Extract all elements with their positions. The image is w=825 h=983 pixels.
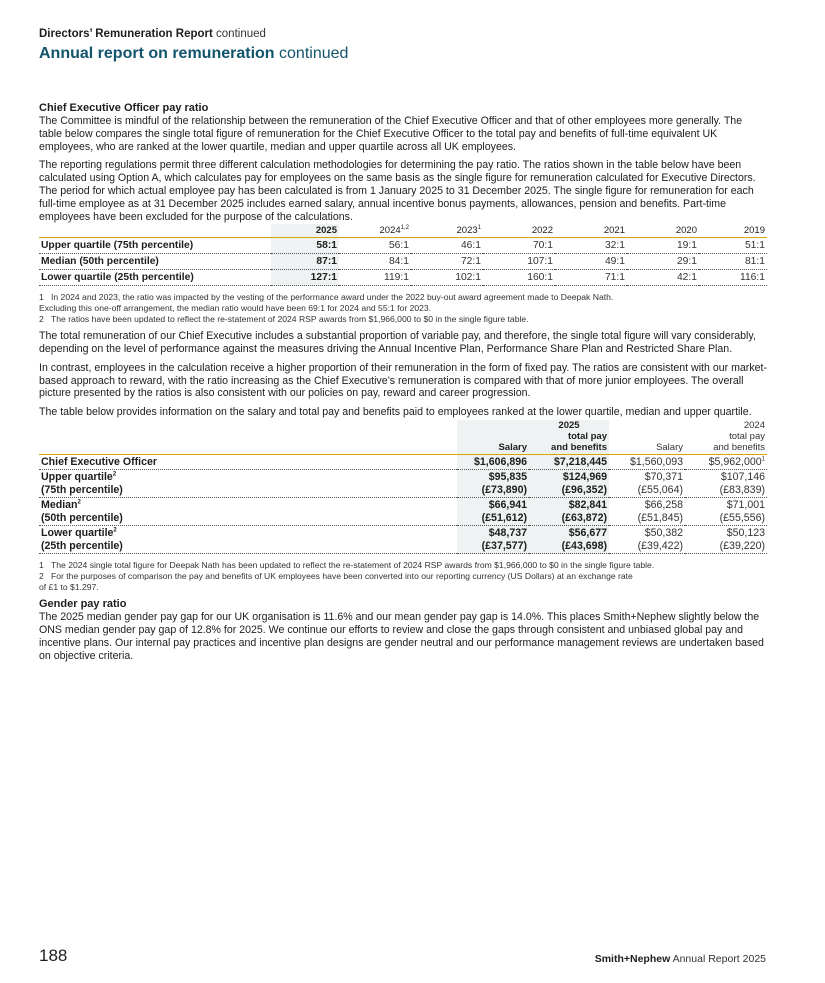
row-label: Upper quartile$^2$ (75th percentile) [39, 470, 457, 498]
pay-header-salary-2024: Salary [609, 420, 685, 455]
footnote: 1 The 2024 single total figure for Deepak Nath has been updated to reflect the re-statement of 2024 RSP awards from $1,966,000 to $0 in the single figure table. [39, 560, 655, 571]
ratio-cell: 32:1 [555, 238, 627, 254]
footnote-continued: of £1 to $1.297. [39, 581, 99, 592]
ratio-cell: 71:1 [555, 270, 627, 286]
ceo-ratio-paragraph-3: The total remuneration of our Chief Executive includes a substantial proportion of variable pay, and therefore, the single total figure will vary considerably, depending on the level of performance against the measures driving the Annual Incentive Plan, Performance Share Plan and Restricted Share Plan. [39, 330, 756, 355]
gender-heading: Gender pay ratio [39, 598, 127, 611]
ratio-cell: 116:1 [699, 270, 767, 286]
row-label: Lower quartile$^2$ (25th percentile) [39, 526, 457, 554]
salary-2024-cell: $66,258 (£51,845) [609, 498, 685, 526]
pay-header-row [39, 420, 767, 455]
ratio-header-row [39, 224, 767, 238]
ratio-year-header: 2023$^1$ [411, 224, 483, 238]
row-label: Median (50th percentile) [39, 254, 271, 270]
footnote: 1 In 2024 and 2023, the ratio was impacted by the vesting of the performance award under the 2022 buy-out award agreement made to Deepak Nath. [39, 292, 614, 303]
row-label: Upper quartile (75th percentile) [39, 238, 271, 254]
ceo-ratio-paragraph-1: The Committee is mindful of the relationship between the remuneration of the Chief Executive Officer and that of other employees more generally. The table below compares the single total figure of remuneration for the Chief Executive Officer to the total pay and benefits of full-time equivalent UK employees, who are ranked at the lower quartile, median and upper quartile across all UK employees. [39, 115, 743, 153]
ceo-ratio-paragraph-5: The table below provides information on the salary and total pay and benefits paid to employees ranked at the lower quartile, median and upper quartile. [39, 406, 752, 419]
ratio-cell: 51:1 [699, 238, 767, 254]
ratio-cell: 160:1 [483, 270, 555, 286]
ceo-pay-ratio-section [39, 102, 767, 419]
page-content [39, 27, 767, 668]
ratio-year-header: 2019 [699, 224, 767, 238]
ratio-cell: 84:1 [339, 254, 411, 270]
ratio-year-header: 2020 [627, 224, 699, 238]
salary-2025-cell: $48,737 (£37,577) [457, 526, 529, 554]
salary-2025-cell: $1,606,896 [457, 454, 529, 470]
total-2025-cell: $7,218,445 [529, 454, 609, 470]
salary-2024-cell: $1,560,093 [609, 454, 685, 470]
gender-pay-section [39, 598, 767, 662]
ratio-cell: 81:1 [699, 254, 767, 270]
footnote: 2 For the purposes of comparison the pay and benefits of UK employees have been converted into our reporting currency (US Dollars) at an exchange rate [39, 571, 633, 582]
ratio-cell: 49:1 [555, 254, 627, 270]
table-row [39, 270, 767, 286]
ceo-ratio-paragraph-2: The reporting regulations permit three different calculation methodologies for determining the pay ratio. The ratios shown in the table below have been calculated using Option A, which calculates pay for employees on the same basis as the single figure for remuneration calculated for Executive Directors. The period for which actual employee pay has been calculated is from 1 January 2025 to 31 December 2025. The single figure for remuneration for each full-time employee as at 31 December 2025 includes earned salary, annual incentive bonus payments, allowances, pension and benefits. Part-time employees have been excluded for the purpose of the calculations. [39, 159, 756, 223]
total-2024-cell: $107,146 (£83,839) [685, 470, 767, 498]
table-row [39, 254, 767, 270]
pay-header-blank [39, 420, 457, 455]
page-title [39, 44, 767, 64]
pay-header-total-2024: 2024 total pay and benefits [685, 420, 767, 455]
total-2024-cell: $50,123 (£39,220) [685, 526, 767, 554]
ratio-cell: 72:1 [411, 254, 483, 270]
title-light: continued [279, 45, 349, 62]
total-2024-cell: $5,962,000$^1$ [685, 454, 767, 470]
ratio-cell: 58:1 [271, 238, 339, 254]
ratio-cell: 107:1 [483, 254, 555, 270]
ceo-ratio-paragraph-4: In contrast, employees in the calculation receive a higher proportion of their remuneration in the form of fixed pay. The ratios are consistent with our market-based approach to reward, with the ratio increasing as the Chief Executive’s remuneration is compared with that of more junior employees. The overall picture presented by the ratios is also consistent with our policies on pay, reward and career progression. [39, 361, 767, 400]
salary-2024-cell: $70,371 (£55,064) [609, 470, 685, 498]
table-row [39, 454, 767, 470]
page-number: 188 [39, 946, 68, 965]
total-2025-cell: $82,841 (£63,872) [529, 498, 609, 526]
ceo-ratio-heading: Chief Executive Officer pay ratio [39, 102, 209, 114]
row-label: Median$^2$ (50th percentile) [39, 498, 457, 526]
table-row [39, 498, 767, 526]
ratio-cell: 29:1 [627, 254, 699, 270]
title-bold: Annual report on remuneration [39, 45, 275, 62]
kicker-bold: Directors’ Remuneration Report [39, 28, 213, 40]
total-2025-cell: $56,677 (£43,698) [529, 526, 609, 554]
total-2024-cell: $71,001 (£55,556) [685, 498, 767, 526]
total-2025-cell: $124,969 (£96,352) [529, 470, 609, 498]
pay-header-total-2025: 2025 total pay and benefits [529, 420, 609, 455]
salary-2025-cell: $66,941 (£51,612) [457, 498, 529, 526]
row-label: Lower quartile (25th percentile) [39, 270, 271, 286]
table-row [39, 470, 767, 498]
pay-comparison-table [39, 420, 767, 555]
ratio-year-header: 2021 [555, 224, 627, 238]
row-label: Chief Executive Officer [39, 454, 457, 470]
table-row [39, 238, 767, 254]
ratio-cell: 102:1 [411, 270, 483, 286]
ratio-cell: 127:1 [271, 270, 339, 286]
kicker-light: continued [216, 28, 266, 40]
ratio-cell: 56:1 [339, 238, 411, 254]
pay-ratio-table [39, 224, 767, 286]
pay-footnotes [39, 560, 767, 592]
salary-2024-cell: $50,382 (£39,422) [609, 526, 685, 554]
table-row [39, 526, 767, 554]
ratio-footnotes [39, 292, 767, 324]
ratio-header-blank [39, 224, 271, 238]
footnote: 2 The ratios have been updated to reflect the re-statement of 2024 RSP awards from $1,966,000 to $0 in the single figure table. [39, 313, 529, 324]
ratio-year-header: 2022 [483, 224, 555, 238]
footnote-continued: Excluding this one-off arrangement, the median ratio would have been 69:1 for 2024 and 55:1 for 2023. [39, 302, 432, 313]
ratio-cell: 119:1 [339, 270, 411, 286]
ratio-cell: 87:1 [271, 254, 339, 270]
ratio-year-header: 2024$^{1,2}$ [339, 224, 411, 238]
salary-2025-cell: $95,835 (£73,890) [457, 470, 529, 498]
footer-brand: Smith+Nephew Annual Report 2025 [594, 953, 766, 965]
ratio-cell: 19:1 [627, 238, 699, 254]
gender-paragraph: The 2025 median gender pay gap for our UK organisation is 11.6% and our mean gender pay gap is 14.0%. This places Smith+Nephew slightly below the ONS median gender pay gap of 12.8% for 2025. We continue our efforts to review and close the gaps through consistent and unbiased global pay and incentive plans. Our internal pay practices and incentive plan designs are gender neutral and our performance management reviews are undertaken based on objective criteria. [39, 611, 764, 662]
ratio-year-header: 2025 [271, 224, 339, 238]
pay-header-salary-2025: Salary [457, 420, 529, 455]
section-kicker [39, 27, 767, 41]
ratio-cell: 46:1 [411, 238, 483, 254]
ratio-cell: 70:1 [483, 238, 555, 254]
ratio-cell: 42:1 [627, 270, 699, 286]
